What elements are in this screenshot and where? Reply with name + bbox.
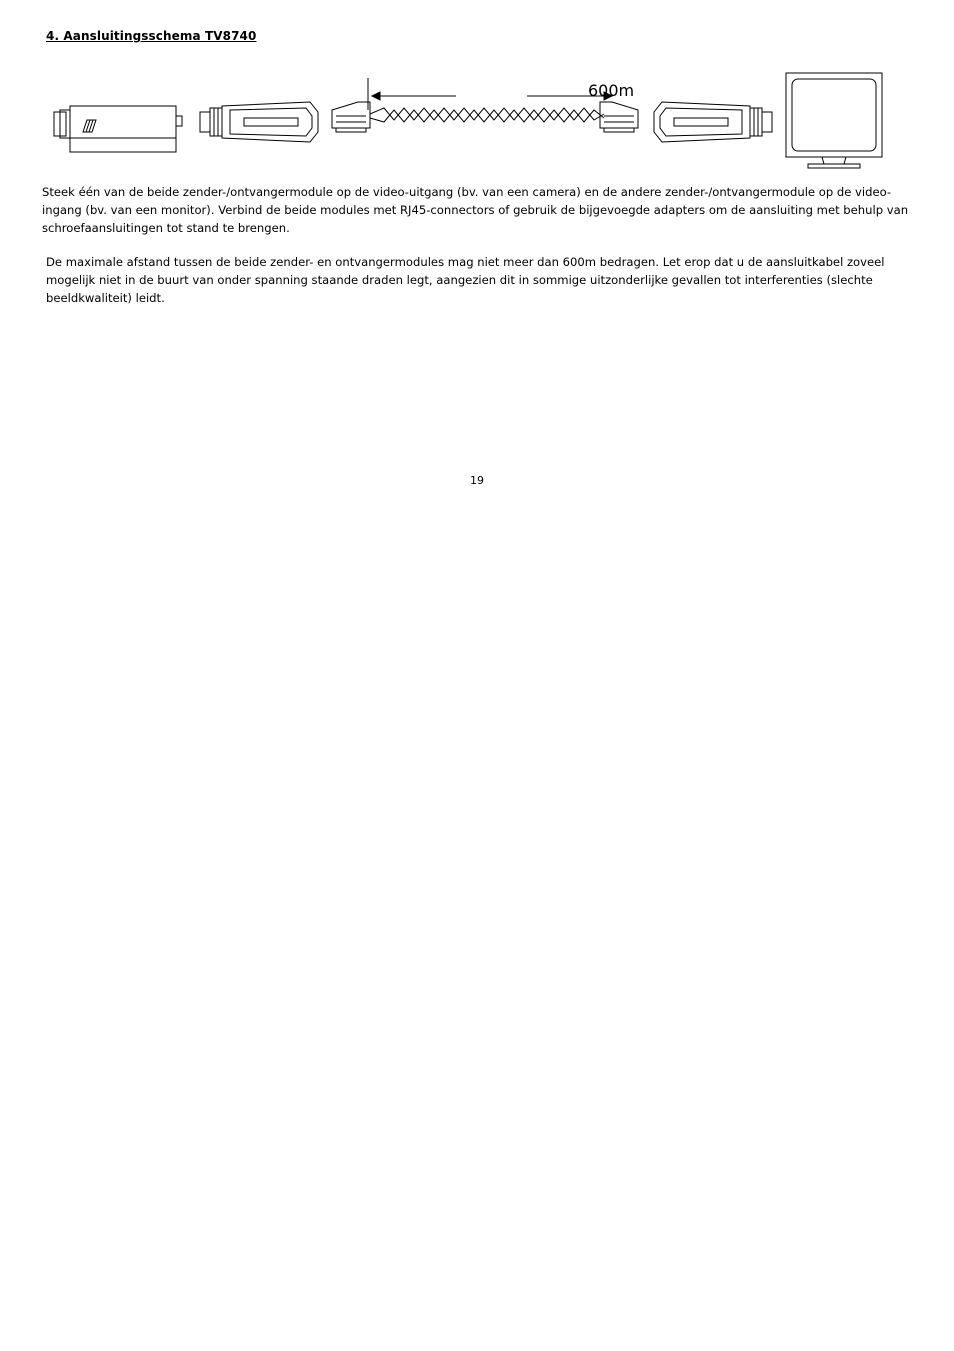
section-title: 4. Aansluitingsschema TV8740	[46, 29, 257, 43]
twisted-cable-icon	[370, 108, 604, 122]
rj45-connector-right-icon	[600, 102, 638, 132]
paragraph-connection-instructions: Steek één van de beide zender-/ontvangermodule op de video-uitgang (bv. van een camera) en de andere zender-/ontvangermodule op de video-ingang (bv. van een monitor). Verbind de beide modules met RJ45-connectors of gebruik de bijgevoegde adapters om de aansluiting met behulp van schroefaansluitingen tot stand te brengen.	[42, 185, 909, 235]
distance-arrow	[368, 78, 612, 110]
camera-icon	[54, 106, 182, 152]
page-number: 19	[470, 474, 484, 487]
connection-diagram-drawing	[40, 66, 920, 180]
monitor-icon	[786, 73, 882, 168]
rj45-connector-left-icon	[332, 102, 370, 132]
connection-diagram	[40, 66, 920, 180]
transceiver-module-left-icon	[200, 102, 318, 142]
distance-label: 600m	[588, 81, 635, 100]
paragraph-distance-warning: De maximale afstand tussen de beide zender- en ontvangermodules mag niet meer dan 600m bedragen. Let erop dat u de aansluitkabel zoveel mogelijk niet in de buurt van onder spanning staande draden legt, aangezien dit in sommige uitzonderlijke gevallen tot interferenties (slechte beeldkwaliteit) leidt.	[46, 255, 885, 305]
transceiver-module-right-icon	[654, 102, 772, 142]
